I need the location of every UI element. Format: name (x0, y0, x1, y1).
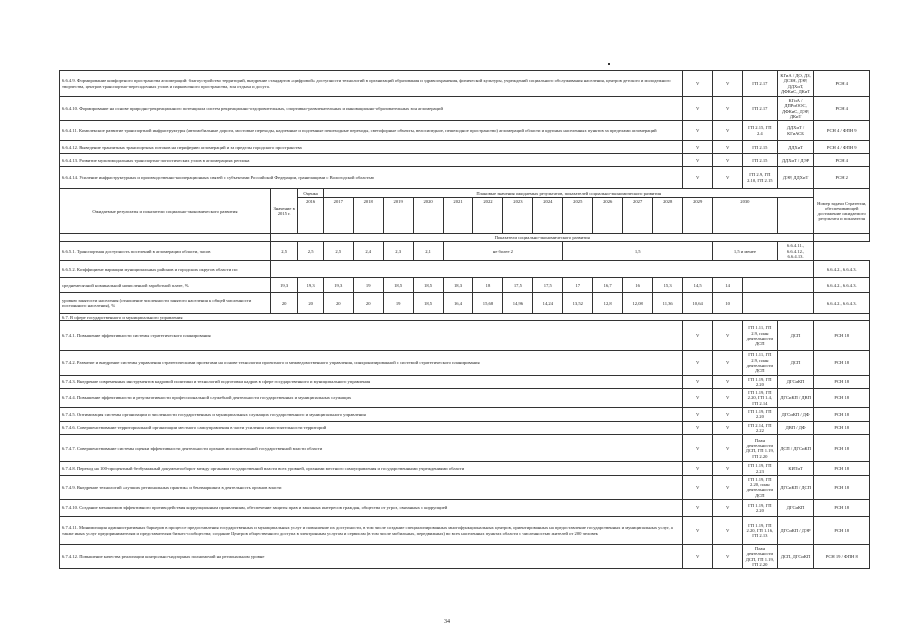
indicator-value: 12,08 (623, 293, 653, 314)
table-row (60, 97, 870, 121)
responsible: ДСП (777, 321, 814, 351)
indicators-subtitle: Показатели социально-экономического развития (270, 234, 814, 242)
task-ref: РСН 18 (814, 475, 870, 499)
task-ref: РСН 18 (814, 462, 870, 476)
mark-stage-2: V (713, 545, 743, 569)
indicator-value: 18,5 (413, 293, 443, 314)
table-row (60, 375, 870, 389)
responsible: ДГСиКП / ДВП (777, 389, 814, 408)
indicator-value: 19 (353, 278, 383, 293)
mark-stage-1: V (683, 475, 713, 499)
indicator-value: 20 (353, 293, 383, 314)
indicator-value: 18,5 (383, 278, 413, 293)
planned-header: Плановые значения ожидаемых результатов, показателей социально-экономического развития (323, 189, 814, 198)
responsible: ДСП / ДГСиКП (777, 435, 814, 462)
state-program: ГП 1.11, ГП 2.9, план деятельности ДСП (743, 351, 778, 375)
state-program: ГП 1.19, ГП 2.20 (743, 375, 778, 389)
indicator-value: 2,5 (270, 242, 298, 261)
indicator-value: 2,3 (383, 242, 413, 261)
state-program: ГП 2.9, ГП 2.10, ГП 2.15 (743, 167, 778, 189)
year-header: 2024 (533, 198, 563, 234)
responsible: КИТиТ (777, 462, 814, 476)
table-row (60, 545, 870, 569)
section-heading: 6.7. В сфере государственного и муниципального управления (60, 314, 870, 321)
year-header: 2016 (298, 198, 323, 234)
indicator-value: 14 (713, 278, 743, 293)
table-row (60, 351, 870, 375)
year-header: 2021 (443, 198, 473, 234)
indicator-value: 15,68 (473, 293, 503, 314)
indicator-value: 19,3 (270, 278, 298, 293)
estimate-header: Оценка (298, 189, 323, 198)
table-row (60, 475, 870, 499)
indicator-name: 6.6.5.2. Коэффициент вариации муниципальных районов и городских округов области по: (60, 261, 271, 278)
state-program: ГП 2.15, ГП 2.4 (743, 121, 778, 141)
task-ref: РСН 4 / ФПН 9 (814, 141, 870, 154)
responsible: ДВП / ДФ (777, 421, 814, 435)
mark-stage-1: V (683, 545, 713, 569)
table-row (60, 121, 870, 141)
mark-stage-2: V (713, 321, 743, 351)
year-header: 2028 (653, 198, 683, 234)
mark-stage-1: V (683, 500, 713, 517)
task-text: 6.6.4.10. Формирование на основе природно-рекреационного потенциала систем рекреационно-оздоровительных, спортивно-развлекательных и инновационно-образовательных зон агломераций (60, 97, 683, 121)
indicator-value: 10 (713, 293, 743, 314)
task-text: 6.7.4.11. Минимизация административных барьеров в процессе предоставления государственных и муниципальных услуг и повышение их доступности, в том числе создание специализированных многофункциональных центров, ориентированных на предоставление государственных и муниципальных услуг, а также иных услуг предпринимателям и представителям бизнес-сообщества; создание Центров общественного доступа в электронным услугам и сервисам (в том числе мобильных, передвижных) во всех населенных пунктах области с численностью жителей от 200 человек (60, 517, 683, 545)
indicator-name: среднемесячной номинальной начисленной заработной плате, % (60, 278, 271, 293)
indicator-value: 18,5 (413, 278, 443, 293)
state-program: План деятельности ДСП, ГП 1.19, ГП 2.20 (743, 545, 778, 569)
state-program: ГП 1.19, ГП 2.20 (743, 408, 778, 422)
table-row (60, 408, 870, 422)
year-header: 2029 (683, 198, 713, 234)
indicator-value: 17,5 (533, 278, 563, 293)
indicator-value: не более 2 (443, 242, 563, 261)
task-text: 6.7.4.9. Внедрение технологий «лучших региональных практик» и бенчмаркинга в деятельность органов власти (60, 475, 683, 499)
state-program: ГП 1.19, ГП 2.20 (743, 500, 778, 517)
indicator-value: 10,64 (683, 293, 713, 314)
page-number: 34 (444, 619, 450, 625)
indicator-name: 6.6.5.1. Транспортная доступность поселений в агломерации области, часов (60, 242, 271, 261)
mark-stage-2: V (713, 97, 743, 121)
responsible: ДГСиКП / ДСП (777, 475, 814, 499)
task-ref: РСН 18 (814, 500, 870, 517)
mark-stage-2: V (713, 71, 743, 97)
indicator-task-ref: 6.6.4.2., 6.6.4.3. (814, 261, 870, 278)
task-ref: РСН 18 (814, 321, 870, 351)
year-header: 2017 (323, 198, 353, 234)
mark-stage-1: V (683, 154, 713, 167)
task-ref: РСН 2 (814, 167, 870, 189)
table-row (60, 500, 870, 517)
year-header: 2027 (623, 198, 653, 234)
mark-stage-1: V (683, 97, 713, 121)
year-header: 2019 (383, 198, 413, 234)
table-row (60, 242, 870, 261)
indicator-value: 19 (383, 293, 413, 314)
task-ref: РСН 18 (814, 435, 870, 462)
responsible: ДДХиТ / ДЭР (777, 154, 814, 167)
responsible: ДГСиКП (777, 375, 814, 389)
indicator-name: уровню занятости населения (отношение численности занятого населения к общей численности постоянного населения), % (60, 293, 271, 314)
table-row (60, 141, 870, 154)
year-header: 2022 (473, 198, 503, 234)
indicator-value: 17 (563, 278, 593, 293)
task-text: 6.7.4.1. Повышение эффективности системы стратегического планирования (60, 321, 683, 351)
task-text: 6.7.4.2. Развитие и внедрение системы управления стратегическими проектами на основе технологии проектного и межведомственного управления, синхронизированной с системой стратегического планирования (60, 351, 683, 375)
table-row (60, 234, 870, 242)
task-text: 6.6.4.12. Выведение транзитных транспортных потоков на периферию агломераций и за пределы городского пространства (60, 141, 683, 154)
task-text: 6.7.4.10. Создание механизмов эффективного противодействия коррупционным проявлениям, обеспечение защиты прав и законных интересов граждан, общества от угроз, связанных с коррупцией (60, 500, 683, 517)
spacer-cell (814, 234, 870, 242)
indicator-value: 20 (298, 293, 323, 314)
state-program: ГП 2.14, ГП 2.22 (743, 421, 778, 435)
table-row (60, 321, 870, 351)
mark-stage-2: V (713, 351, 743, 375)
indicator-value: 16,4 (443, 293, 473, 314)
indicator-task-ref: 6.6.4.11., 6.6.4.12., 6.6.4.13. (777, 242, 814, 261)
mark-stage-1: V (683, 462, 713, 476)
indicator-header: Ожидаемые результаты и показатели социально-экономического развития (60, 189, 271, 234)
task-ref: РСН 4 (814, 71, 870, 97)
indicator-task-ref: 6.6.4.2., 6.6.4.3. (814, 278, 870, 293)
indicator-value (743, 278, 814, 293)
task-ref: РСН 18 (814, 351, 870, 375)
mark-stage-2: V (713, 517, 743, 545)
state-program: ГП 1.19, ГП 2.23 (743, 462, 778, 476)
mark-stage-1: V (683, 421, 713, 435)
task-text: 6.7.4.5. Оптимизация системы организации и численности государственных и муниципальных служащих государственного и муниципального управления (60, 408, 683, 422)
state-program: ГП 2.17 (743, 71, 778, 97)
mark-stage-1: V (683, 517, 713, 545)
indicator-value: 19,3 (323, 278, 353, 293)
responsible: ДГСиКП / ДФ (777, 408, 814, 422)
indicator-value: 17,5 (503, 278, 533, 293)
indicator-value: 1,5 и менее (713, 242, 777, 261)
indicator-value: 20 (270, 293, 298, 314)
state-program: ГП 2.15 (743, 141, 778, 154)
mark-stage-1: V (683, 408, 713, 422)
table-row (60, 71, 870, 97)
state-program: ГП 2.17 (743, 97, 778, 121)
spacer-cell (60, 234, 271, 242)
year-header: 2030 (713, 198, 777, 234)
indicator-value: 16,7 (593, 278, 623, 293)
table-row (60, 293, 870, 314)
task-text: 6.6.4.13. Развитие мультимодальных транспортно-логистических узлов в агломерациях региона (60, 154, 683, 167)
responsible: ДГСиКП / ДЭР (777, 517, 814, 545)
indicator-value: 14,96 (503, 293, 533, 314)
indicator-value: 12,8 (593, 293, 623, 314)
responsible: ДДХиТ / КГиАСБ (777, 121, 814, 141)
task-ref: РСН 18 (814, 421, 870, 435)
responsible: КГиА / ДО, ДЗ, ДСЗН, ДЭР, ДДХиТ, ДФКиС, ДКиТ (777, 71, 814, 97)
indicator-value: 18,3 (443, 278, 473, 293)
task-text: 6.7.4.6. Совершенствование территориальной организации местного самоуправления в части усиления самостоятельности территорий (60, 421, 683, 435)
table-row (60, 261, 870, 278)
table-row (60, 314, 870, 321)
state-program: ГП 2.15 (743, 154, 778, 167)
mark-stage-1: V (683, 167, 713, 189)
mark-stage-2: V (713, 500, 743, 517)
responsible: ДДХиТ (777, 141, 814, 154)
responsible: ДСП, ДГСиКП (777, 545, 814, 569)
indicator-value: 15,3 (653, 278, 683, 293)
state-program: ГП 1.19, ГП 2.20, ГП 1.16, ГП 2.13 (743, 517, 778, 545)
indicator-value: 2,1 (413, 242, 443, 261)
task-ref: РСН 4 (814, 154, 870, 167)
scan-mark (608, 63, 610, 65)
mark-stage-1: V (683, 121, 713, 141)
mark-stage-2: V (713, 435, 743, 462)
task-text: 6.6.4.14. Усиление инфраструктурных и производственно-кооперационных связей с субъектами Российской Федерации, граничащими с Вологодской областью (60, 167, 683, 189)
task-text: 6.7.4.7. Совершенствование системы оценки эффективности деятельности органов исполнительной государственной власти области (60, 435, 683, 462)
task-text: 6.7.4.4. Повышение эффективности и результативности профессиональной служебной деятельности государственных и муниципальных служащих (60, 389, 683, 408)
indicator-task-ref: 6.6.4.2., 6.6.4.3. (814, 293, 870, 314)
table-row (60, 435, 870, 462)
task-text: 6.6.4.11. Комплексное развитие транспортной инфраструктуры (автомобильные дороги, мостовые переходы, надземные и подземные пешеходные переходы, светофорные объекты, велосипедное, пешеходное пространство) агломераций области и крупных населенных пунктов за пределами агломераций (60, 121, 683, 141)
task-ref: РСН 4 (814, 97, 870, 121)
mark-stage-2: V (713, 375, 743, 389)
table-row (60, 167, 870, 189)
mark-stage-1: V (683, 321, 713, 351)
table-row (60, 389, 870, 408)
responsible: ДГСиКП (777, 500, 814, 517)
year-header: 2025 (563, 198, 593, 234)
state-program: ГП 1.19, ГП 2.20, ГП 1.4, ГП 2.14 (743, 389, 778, 408)
year-header: 2018 (353, 198, 383, 234)
responsible: КГиА / ДПРиООС, ДФКиС, ДЭР, ДКиТ (777, 97, 814, 121)
state-program: ГП 1.19, ГП 2.20, план деятельности ДСП (743, 475, 778, 499)
task-ref: РСН 19 / ФПН 8 (814, 545, 870, 569)
mark-stage-2: V (713, 389, 743, 408)
state-program: План деятельности ДСП, ГП 1.19, ГП 2.20 (743, 435, 778, 462)
task-ref: РСН 18 (814, 408, 870, 422)
mark-stage-2: V (713, 475, 743, 499)
mark-stage-2: V (713, 167, 743, 189)
table-row (60, 278, 870, 293)
mark-stage-2: V (713, 141, 743, 154)
mark-stage-1: V (683, 351, 713, 375)
indicator-value: 14,24 (533, 293, 563, 314)
responsible: ДЭР, ДДХиТ (777, 167, 814, 189)
task-ref: РСН 18 (814, 389, 870, 408)
table-row (60, 421, 870, 435)
mark-stage-1: V (683, 71, 713, 97)
mark-stage-1: V (683, 435, 713, 462)
indicator-value: 13,52 (563, 293, 593, 314)
year-header: 2023 (503, 198, 533, 234)
table-row (60, 154, 870, 167)
year-header: 2026 (593, 198, 623, 234)
table-row (60, 462, 870, 476)
task-text: 6.7.4.12. Повышение качества реализации контрольно-надзорных полномочий на региональном уровне (60, 545, 683, 569)
indicator-value: 11,36 (653, 293, 683, 314)
mark-stage-1: V (683, 375, 713, 389)
task-ref: РСН 4 / ФПН 9 (814, 121, 870, 141)
mark-stage-2: V (713, 121, 743, 141)
indicator-value: 2,4 (353, 242, 383, 261)
mark-stage-2: V (713, 154, 743, 167)
indicator-value: 1,5 (563, 242, 713, 261)
task-text: 6.7.4.8. Переход на 100-процентный безбумажный документооборот между органами государственной власти всех уровней, органами местного самоуправления и государственными учреждениями области (60, 462, 683, 476)
task-number-header: Номер задачи Стратегии, обеспечивающей достижение ожидаемого результата и показателя (814, 189, 870, 234)
strategy-table (59, 70, 870, 569)
indicator-value: 19,3 (298, 278, 323, 293)
table-row (60, 517, 870, 545)
indicator-value: 20 (323, 293, 353, 314)
task-text: 6.6.4.9. Формирование комфортного пространства агломераций: благоустройство территорий, внедрение стандартов «цифровой» доступности технологий в организаций образования и здравоохранения, физической культуры, учреждений социального обслуживания населения, центров детского и молодежного творчества, центров транспортно-пересадочных узлов и парковочного пространства, зон отдыха и досуга. (60, 71, 683, 97)
task-ref: РСН 18 (814, 375, 870, 389)
task-text: 6.7.4.3. Внедрение современных инструментов кадровой политики и технологий подготовки кадров в сфере государственного и муниципального управления (60, 375, 683, 389)
table-row (60, 189, 870, 198)
value-2015-header: Значение в 2015 г. (270, 189, 298, 234)
mark-stage-1: V (683, 389, 713, 408)
state-program: ГП 1.11, ГП 2.9, план деятельности ДСП (743, 321, 778, 351)
indicator-value: 2,5 (323, 242, 353, 261)
mark-stage-2: V (713, 421, 743, 435)
indicator-value: 18 (473, 278, 503, 293)
indicator-value (270, 261, 814, 278)
mark-stage-1: V (683, 141, 713, 154)
mark-stage-2: V (713, 462, 743, 476)
responsible: ДСП (777, 351, 814, 375)
year-header: 2020 (413, 198, 443, 234)
indicator-value: 16 (623, 278, 653, 293)
indicator-value (743, 293, 814, 314)
indicator-value: 2,5 (298, 242, 323, 261)
task-ref: РСН 18 (814, 517, 870, 545)
indicator-value: 14,5 (683, 278, 713, 293)
mark-stage-2: V (713, 408, 743, 422)
